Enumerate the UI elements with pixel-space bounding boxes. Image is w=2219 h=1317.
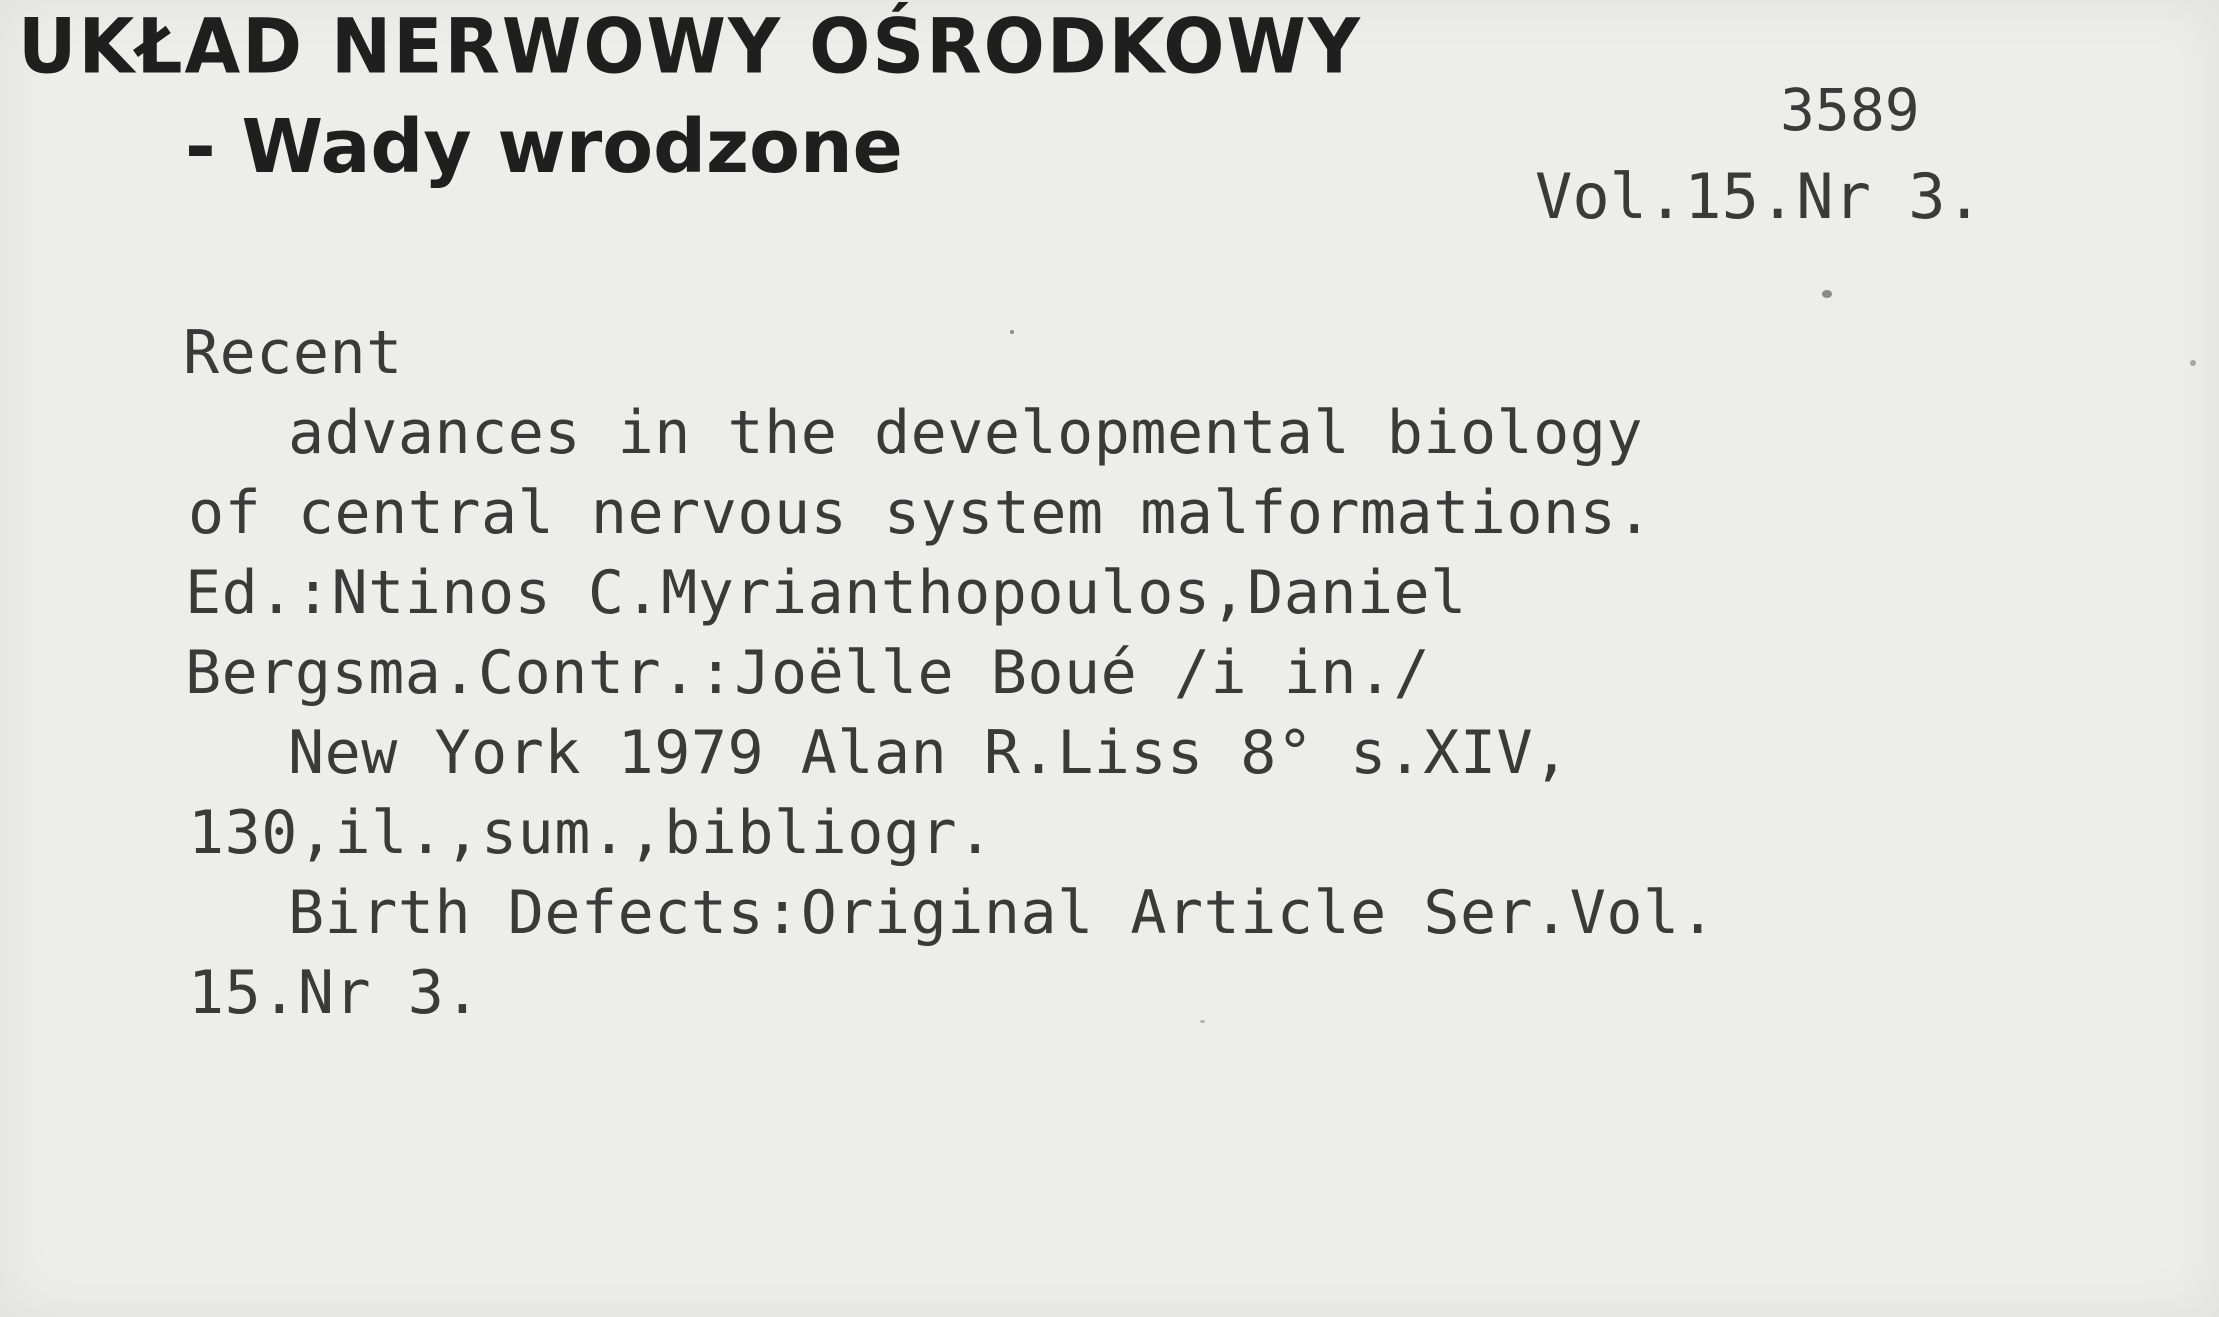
subject-subheading: - Wady wrodzone [185, 104, 903, 190]
ink-speck [1010, 330, 1014, 334]
subject-heading: UKŁAD NERWOWY OŚRODKOWY [18, 2, 1362, 91]
call-number: 3589 [1780, 76, 1920, 144]
entry-line-title-cont2: of central nervous system malformations. [188, 478, 1653, 548]
volume-number: Vol.15.Nr 3. [1535, 160, 1983, 233]
ink-speck [1200, 1020, 1205, 1023]
entry-line-series-cont: 15.Nr 3. [188, 958, 481, 1028]
entry-line-title: Recent [183, 318, 403, 388]
entry-line-contributors: Bergsma.Contr.:Joëlle Boué /i in./ [185, 638, 1431, 708]
entry-line-collation: 130,il.,sum.,bibliogr. [188, 798, 994, 868]
ink-speck [1822, 290, 1832, 298]
ink-speck [2190, 360, 2196, 366]
entry-line-imprint: New York 1979 Alan R.Liss 8° s.XIV, [288, 718, 1570, 788]
entry-line-title-cont: advances in the developmental biology [288, 398, 1644, 468]
entry-line-editors: Ed.:Ntinos C.Myrianthopoulos,Daniel [185, 558, 1467, 628]
entry-line-series: Birth Defects:Original Article Ser.Vol. [288, 878, 1717, 948]
